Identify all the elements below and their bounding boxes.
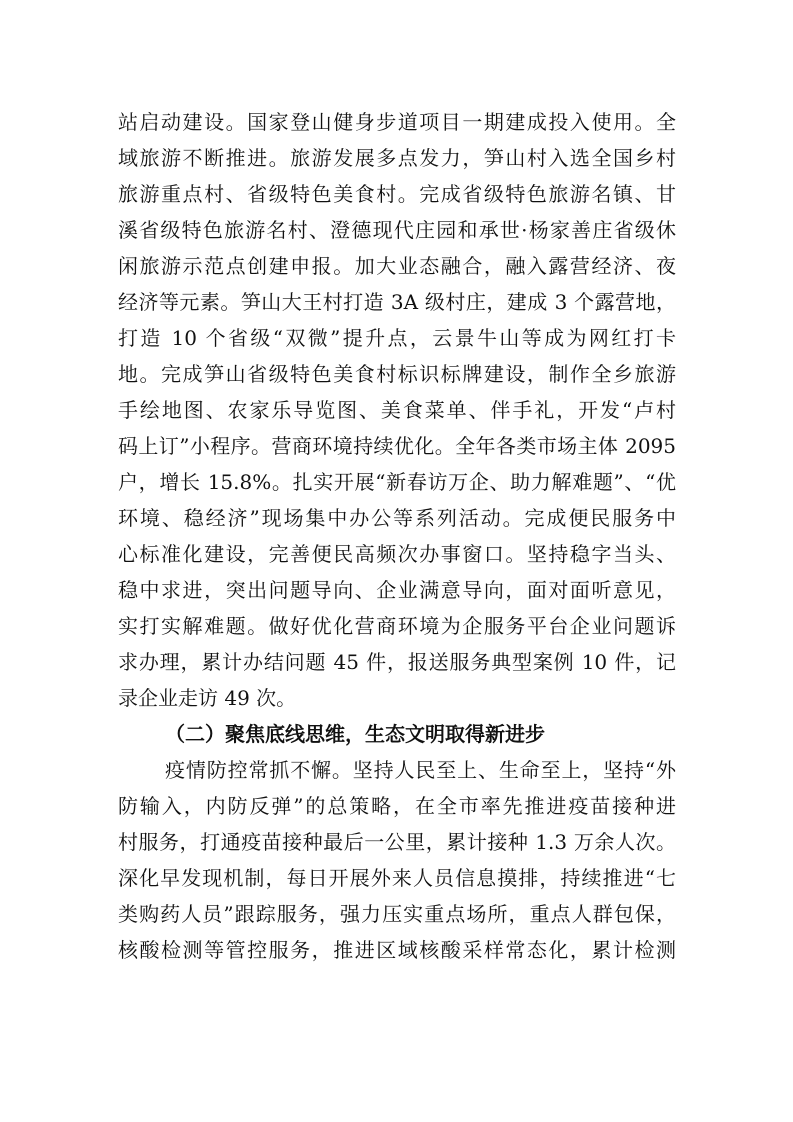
text-line: 防输入，内防反弹”的总策略，在全市率先推进疫苗接种进 <box>118 794 676 818</box>
section-heading: （二）聚焦底线思维，生态文明取得新进步 <box>165 722 545 746</box>
text-line: 疫情防控常抓不懈。坚持人民至上、生命至上，坚持“外 <box>165 758 676 782</box>
paragraph-business-tourism <box>118 104 676 716</box>
text-line: 类购药人员”跟踪服务，强力压实重点场所，重点人群包保， <box>118 902 676 926</box>
text-line: 经济等元素。笋山大王村打造 3A 级村庄，建成 3 个露营地， <box>118 290 676 314</box>
text-line: 核酸检测等管控服务，推进区域核酸采样常态化，累计检测 <box>118 938 676 962</box>
text-line: 实打实解难题。做好优化营商环境为企服务平台企业问题诉 <box>118 614 676 638</box>
text-line: 环境、稳经济”现场集中办公等系列活动。完成便民服务中 <box>118 506 676 530</box>
text-line: 闲旅游示范点创建申报。加大业态融合，融入露营经济、夜 <box>118 254 676 278</box>
text-line: 村服务，打通疫苗接种最后一公里，累计接种 1.3 万余人次。 <box>118 830 676 854</box>
text-line: 打造 10 个省级“双微”提升点，云景牛山等成为网红打卡 <box>118 326 676 350</box>
text-line: 溪省级特色旅游名村、澄德现代庄园和承世·杨家善庄省级休 <box>118 218 676 242</box>
text-line: 码上订”小程序。营商环境持续优化。全年各类市场主体 2095 <box>118 434 676 458</box>
text-line: 稳中求进，突出问题导向、企业满意导向，面对面听意见， <box>118 578 676 602</box>
text-line: 深化早发现机制，每日开展外来人员信息摸排，持续推进“七 <box>118 866 676 890</box>
text-line: 地。完成笋山省级特色美食村标识标牌建设，制作全乡旅游 <box>118 362 676 386</box>
text-line: 录企业走访 49 次。 <box>118 686 297 710</box>
document-page <box>118 104 676 968</box>
text-line: 站启动建设。国家登山健身步道项目一期建成投入使用。全 <box>118 110 676 134</box>
text-line: 心标准化建设，完善便民高频次办事窗口。坚持稳字当头、 <box>118 542 676 566</box>
text-line: 旅游重点村、省级特色美食村。完成省级特色旅游名镇、甘 <box>118 182 676 206</box>
paragraph-epidemic-control <box>118 752 676 968</box>
text-line: 户，增长 15.8%。扎实开展“新春访万企、助力解难题”、“优 <box>118 470 676 494</box>
text-line: 域旅游不断推进。旅游发展多点发力，笋山村入选全国乡村 <box>118 146 676 170</box>
text-line: 手绘地图、农家乐导览图、美食菜单、伴手礼，开发“卢村 <box>118 398 676 422</box>
text-line: 求办理，累计办结问题 45 件，报送服务典型案例 10 件，记 <box>118 650 676 674</box>
